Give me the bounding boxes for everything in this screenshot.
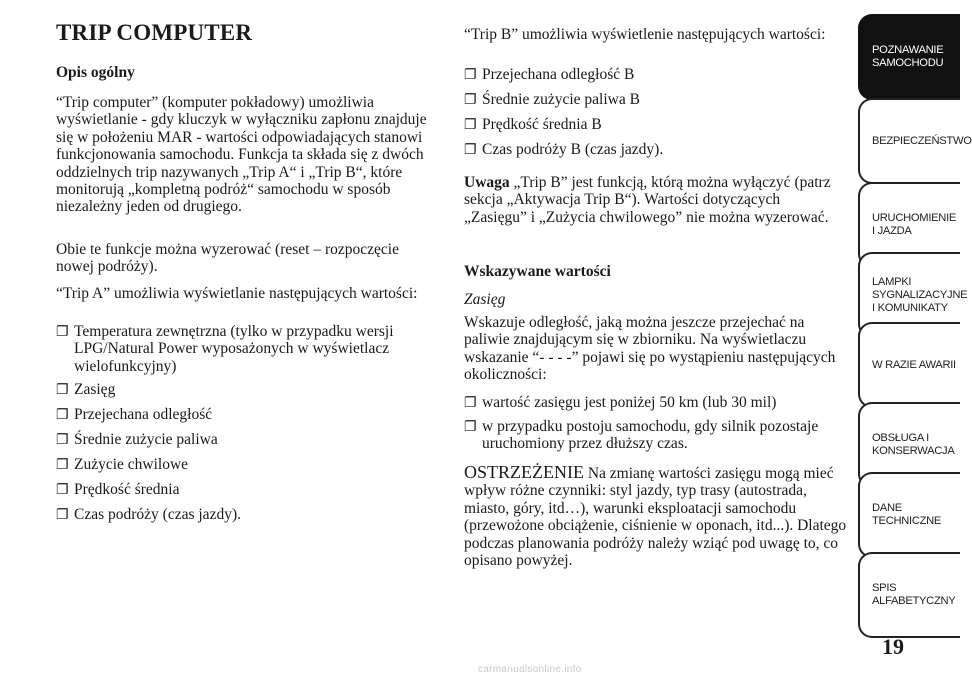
checkbox-icon: ❐ bbox=[464, 143, 477, 158]
page-title: TRIP COMPUTER bbox=[56, 20, 253, 45]
tab-label: W RAZIE AWARII bbox=[872, 358, 956, 371]
watermark: carmanualsonline.info bbox=[478, 664, 582, 675]
list-item bbox=[464, 418, 844, 453]
list-item-text: Średnie zużycie paliwa bbox=[74, 431, 218, 448]
checkbox-icon: ❐ bbox=[464, 118, 477, 133]
list-item bbox=[464, 141, 856, 158]
list-item-text: Przejechana odległość B bbox=[482, 66, 635, 83]
tab-label: OBSŁUGA I KONSERWACJA bbox=[872, 432, 955, 457]
note-text: „Trip B” jest funkcją, którą można wyłączyć (patrz sekcja „Aktywacja Trip B“). Wartości dotyczących „Zasięgu” i „Zużycia chwilowego” nie można wyzerować. bbox=[464, 174, 831, 226]
checkbox-icon: ❐ bbox=[464, 420, 477, 435]
tab-label: LAMPKI SYGNALIZACYJNE I KOMUNIKATY bbox=[872, 275, 968, 314]
tab-label: DANE TECHNICZNE bbox=[872, 502, 942, 527]
tab-label: POZNAWANIE SAMOCHODU bbox=[872, 44, 944, 69]
list-item bbox=[464, 66, 856, 83]
list-item-text: Zasięg bbox=[74, 381, 116, 398]
list-item bbox=[464, 394, 858, 411]
tab-poznawanie-samochodu[interactable] bbox=[858, 14, 960, 100]
warning-paragraph bbox=[464, 464, 848, 569]
checkbox-icon: ❐ bbox=[464, 396, 477, 411]
tab-label: URUCHOMIENIE I JAZDA bbox=[872, 212, 957, 237]
list-item-text: w przypadku postoju samochodu, gdy silnik pozostaje uruchomiony przez dłuższy czas. bbox=[482, 418, 819, 453]
list-item bbox=[56, 431, 448, 448]
list-item bbox=[464, 91, 856, 108]
reset-paragraph: Obie te funkcje można wyzerować (reset – rozpoczęcie nowej podróży). bbox=[56, 241, 399, 276]
tab-label: BEZPIECZEŃSTWO bbox=[872, 134, 972, 147]
note-paragraph bbox=[464, 174, 846, 226]
list-item bbox=[56, 456, 448, 473]
note-label: Uwaga bbox=[464, 174, 510, 191]
tab-w-razie-awarii[interactable] bbox=[858, 322, 960, 408]
list-item-text: Prędkość średnia bbox=[74, 481, 180, 498]
section-subheading: Opis ogólny bbox=[56, 64, 135, 81]
tab-label: SPIS ALFABETYCZNY bbox=[872, 582, 956, 607]
page-number: 19 bbox=[882, 634, 904, 659]
trip-a-paragraph: “Trip A” umożliwia wyświetlanie następujących wartości: bbox=[56, 285, 418, 302]
checkbox-icon: ❐ bbox=[56, 458, 69, 473]
list-item-text: Temperatura zewnętrzna (tylko w przypadku wersji LPG/Natural Power wyposażonych w wyświetlacz wielofunkcyjny) bbox=[74, 323, 394, 375]
list-item-text: Czas podróży B (czas jazdy). bbox=[482, 141, 664, 158]
list-item bbox=[56, 381, 448, 398]
checkbox-icon: ❐ bbox=[56, 483, 69, 498]
checkbox-icon: ❐ bbox=[56, 433, 69, 448]
checkbox-icon: ❐ bbox=[464, 93, 477, 108]
checkbox-icon: ❐ bbox=[56, 408, 69, 423]
checkbox-icon: ❐ bbox=[56, 383, 69, 398]
list-item-text: Średnie zużycie paliwa B bbox=[482, 91, 640, 108]
warning-label: OSTRZEŻENIE bbox=[464, 462, 584, 482]
values-subheading: Wskazywane wartości bbox=[464, 263, 611, 280]
list-item-text: wartość zasięgu jest poniżej 50 km (lub 30 mil) bbox=[482, 394, 777, 411]
tab-spis-alfabetyczny[interactable] bbox=[858, 552, 960, 638]
warning-text: Na zmianę wartości zasięgu mogą mieć wpływ różne czynniki: styl jazdy, typ trasy (autostrada, miasto, góry, itd…), warunki eksploatacji samochodu (przewożone obciążenie, ciśnienie w oponach, itd...). Dlatego podczas planowania podróży należy wziąć pod uwagę to, co opisano powyżej. bbox=[464, 465, 847, 570]
list-item bbox=[56, 323, 448, 375]
list-item-text: Prędkość średnia B bbox=[482, 116, 602, 133]
list-item-text: Zużycie chwilowe bbox=[74, 456, 189, 473]
checkbox-icon: ❐ bbox=[464, 68, 477, 83]
range-heading: Zasięg bbox=[464, 291, 506, 308]
chapter-sidebar bbox=[858, 0, 972, 686]
list-item bbox=[56, 506, 448, 523]
range-paragraph: Wskazuje odległość, jaką można jeszcze przejechać na paliwie znajdującym się w zbiorniku. Na wyświetlaczu wskazanie “- - - -” pojawi się po wystąpieniu następujących okoliczności: bbox=[464, 314, 836, 384]
list-item bbox=[56, 481, 448, 498]
tab-dane-techniczne[interactable] bbox=[858, 472, 960, 558]
checkbox-icon: ❐ bbox=[56, 508, 69, 523]
list-item-text: Czas podróży (czas jazdy). bbox=[74, 506, 241, 523]
intro-paragraph: “Trip computer” (komputer pokładowy) umożliwia wyświetlanie - gdy kluczyk w wyłączniku zapłonu znajduje się w położeniu MAR - wartości odpowiadających stanowi funkcjonowania samochodu. Funkcja ta składa się z dwóch oddzielnych trip nazywanych „Trip A“ i „Trip B“, które monitorują „kompletną podróż“ samochodu w sposób niezależny jeden od drugiego. bbox=[56, 94, 427, 216]
list-item bbox=[56, 406, 448, 423]
trip-b-paragraph: “Trip B” umożliwia wyświetlenie następujących wartości: bbox=[464, 26, 826, 43]
tab-bezpieczenstwo[interactable] bbox=[858, 98, 972, 184]
list-item bbox=[464, 116, 856, 133]
checkbox-icon: ❐ bbox=[56, 325, 69, 340]
list-item-text: Przejechana odległość bbox=[74, 406, 213, 423]
